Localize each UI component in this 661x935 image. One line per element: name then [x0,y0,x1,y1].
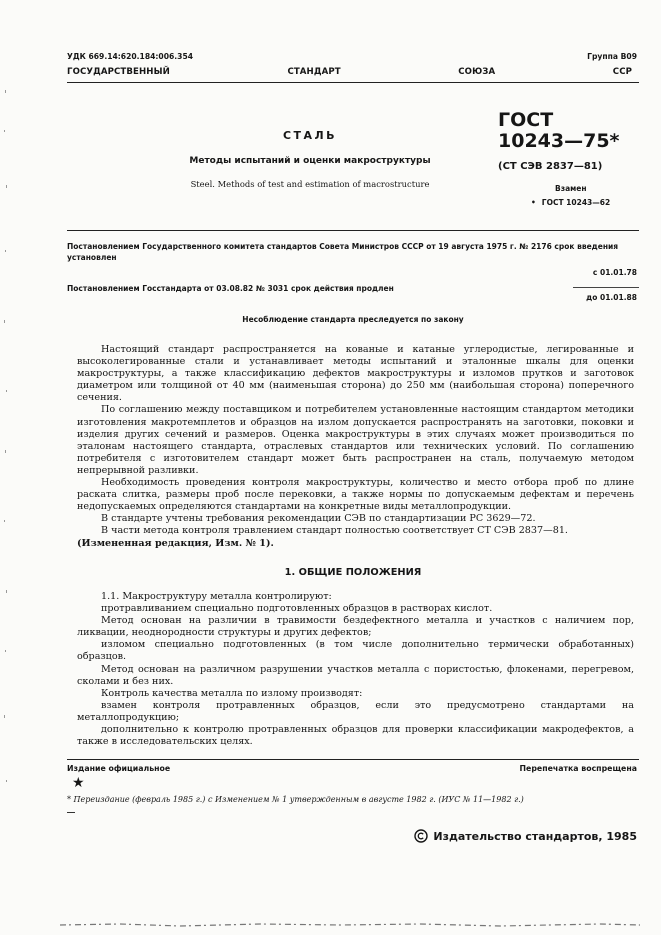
banner-rule [67,82,639,83]
introduction-text [77,344,634,550]
footer-rule [67,759,639,760]
decree-extension: Постановлением Госстандарта от 03.08.82 № 3031 срок действия продлен [67,284,394,293]
official-edition: Издание официальное [67,764,171,773]
section-heading: 1. ОБЩИЕ ПОЛОЖЕНИЯ [284,567,422,578]
paragraph: изломом специально подготовленных (в том числе дополнительно термически обработанных) образцов. [77,639,634,663]
introduction-date: с 01.01.78 [592,268,637,277]
decree-introduction: Постановлением Государственного комитета стандартов Совета Министров СССР от 19 августа 1975 г. № 2176 срок введения установлен [67,242,619,262]
paragraph: Метод основан на различии в травимости бездефектного металла и участков с наличием пор, ликвации, неоднородности структуры и других дефектов; [77,615,634,639]
copyright-text: Издательство стандартов, 1985 [433,829,637,843]
document-title: СТАЛЬ [282,129,338,142]
replaced-standard-code: ГОСТ 10243—62 [541,198,611,207]
paragraph: 1.1. Макроструктуру металла контролируют: [101,591,332,602]
decree-top-rule [67,230,639,231]
margin-scan-marks [2,90,10,810]
banner-word-2: СТАНДАРТ [287,67,341,77]
reprint-prohibited: Перепечатка воспрещена [519,764,637,773]
replaced-standard: • ГОСТ 10243—62 [531,198,611,207]
replace-label: Взамен [555,184,587,193]
paragraph: дополнительно к контролю протравленных образцов для проверки классификации макродефектов, а также в исследовательских целях. [77,724,634,748]
star-icon: ★ [72,775,85,791]
english-title: Steel. Methods of test and estimation of macrostructure [190,179,430,189]
banner-word-4: ССР [612,67,632,77]
reissue-footnote: * Переиздание (февраль 1985 г.) с Изменением № 1 утвержденным в августе 1982 г. (ИУС № 11—1982 г.) [67,795,524,804]
date-underline [573,287,639,288]
amendment-note: (Измененная редакция, Изм. № 1). [77,537,274,549]
gost-code: 10243—75* [498,130,620,152]
udk-code: УДК 669.14:620.184:006.354 [67,52,194,61]
extension-date: до 01.01.88 [586,293,637,302]
paragraph: В части метода контроля травлением стандарт полностью соответствует СТ СЭВ 2837—81. [101,525,568,537]
copyright [414,829,637,843]
footnote-mark [67,812,75,813]
document-subtitle: Методы испытаний и оценки макроструктуры [189,156,431,166]
group-code: Группа В09 [587,52,637,61]
copyright-icon [414,829,428,843]
section-1-text [77,591,634,748]
paragraph: Контроль качества металла по излому производят: [101,687,363,699]
paragraph: Настоящий стандарт распространяется на кованые и катаные углеродистые, легированные и высоколегированные стали и устанавливает методы испытаний и эталонные шкалы для оценки макроструктуры, а также классификацию дефектов макроструктуры и изломов прутков и заготовок диаметром или толщиной от 40 мм (наименьшая сторона) до 250 мм (наибольшая сторона) поперечного сечения. [77,344,634,404]
paragraph: взамен контроля протравленных образцов, если это предусмотрено стандартами на металлопродукцию; [77,699,634,723]
paragraph: Метод основан на различном разрушении участков металла с пористостью, флокенами, перегревом, сколами и без них. [77,663,634,687]
gost-label: ГОСТ [498,109,554,131]
scan-edge-noise [0,922,661,928]
legal-warning: Несоблюдение стандарта преследуется по закону [242,315,464,324]
paragraph: В стандарте учтены требования рекомендации СЭВ по стандартизации РС 3629—72. [101,513,536,525]
banner-word-1: ГОСУДАРСТВЕННЫЙ [67,67,170,77]
st-sev-code: (СТ СЭВ 2837—81) [498,161,603,172]
paragraph: Необходимость проведения контроля макроструктуры, количество и место отбора проб по длине раската слитка, размеры проб после перековки, а также нормы по допускаемым дефектам и перечень недопускаемых определяются стандартами на конкретные виды металлопродукции. [77,477,634,513]
banner-word-3: СОЮЗА [458,67,496,77]
paragraph: протравливанием специально подготовленных образцов в растворах кислот. [101,603,493,615]
paragraph: По соглашению между поставщиком и потребителем установленные настоящим стандартом методики изготовления макротемплетов и образцов на излом допускается распространять на заготовки, поковки и изделия других сечений и размеров. Оценка макроструктуры в этих случаях может производиться по эталонам настоящего стандарта, отраслевых стандартов или технических условий. По соглашению потребителя с изготовителем стандарт может быть распространен на сталь, получаемую методом непрерывной разливки. [77,404,634,476]
state-standard-banner [67,67,632,77]
